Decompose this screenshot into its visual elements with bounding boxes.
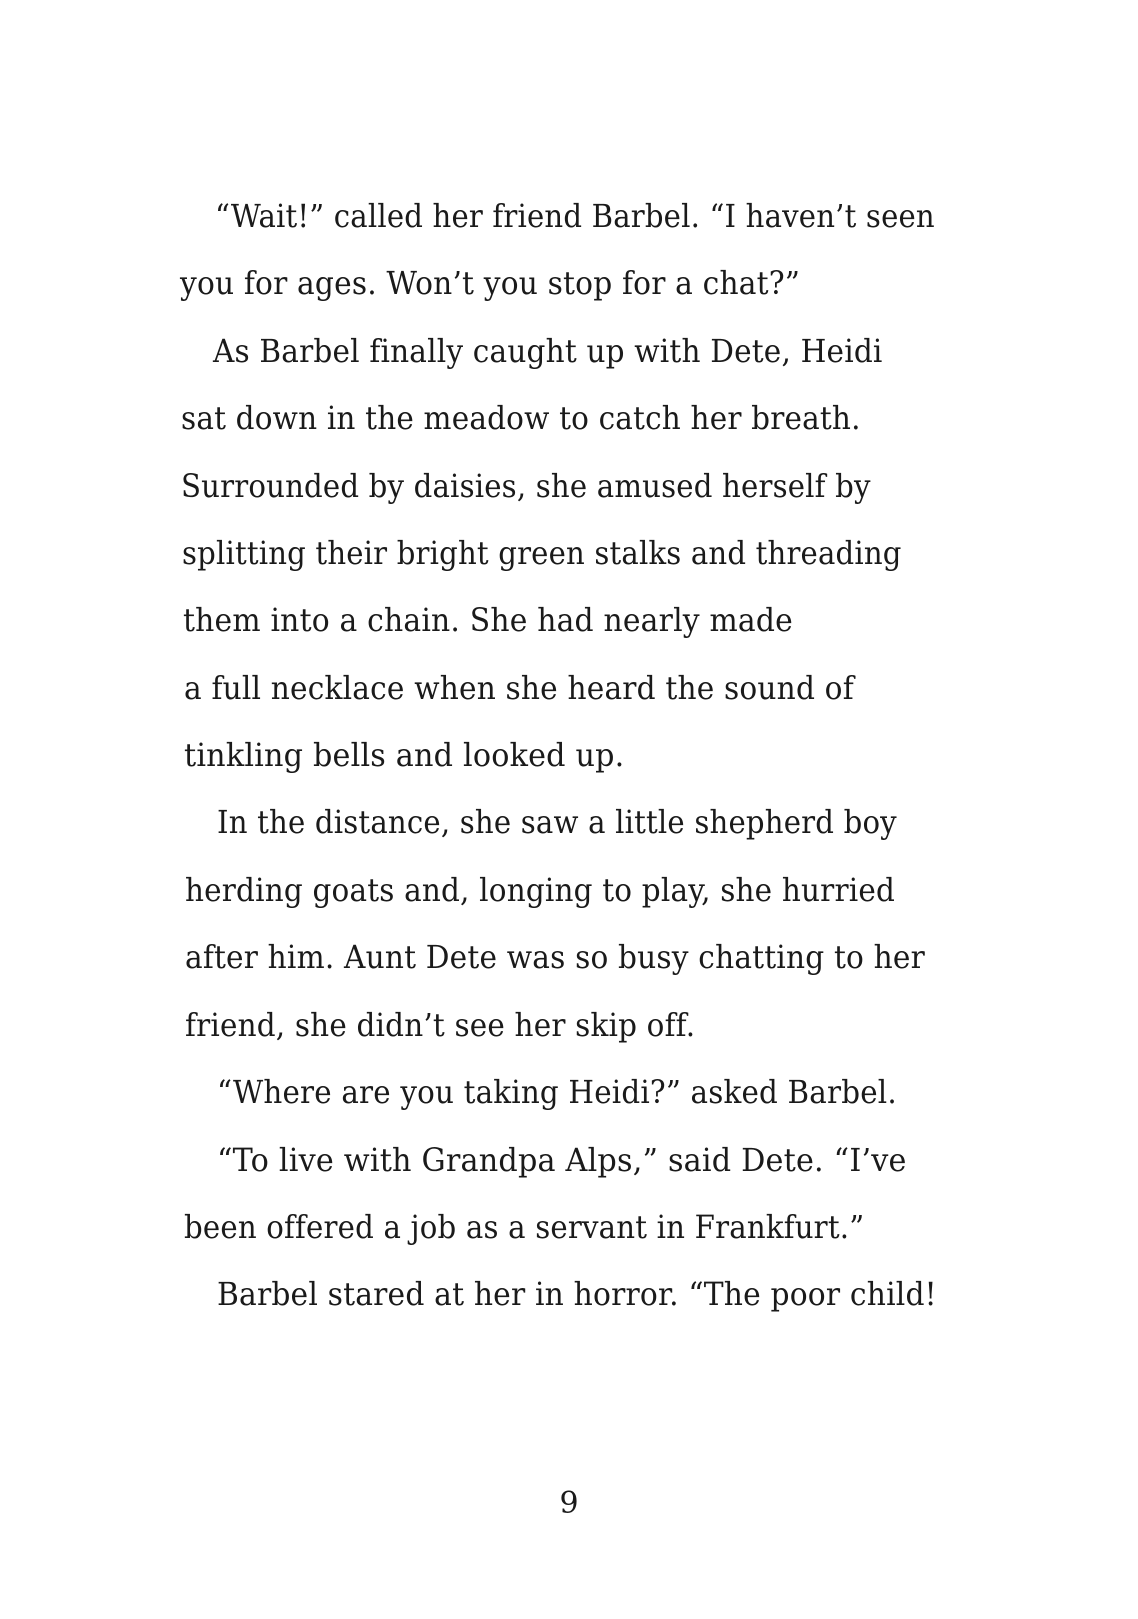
text-line: splitting their bright green stalks and threading: [182, 534, 902, 572]
text-line: “Where are you taking Heidi?” asked Barbel.: [217, 1073, 897, 1111]
text-line: friend, she didn’t see her skip off.: [185, 1006, 696, 1044]
text-line: sat down in the meadow to catch her breath.: [181, 399, 861, 437]
text-line: Surrounded by daisies, she amused herself by: [181, 467, 871, 505]
text-line: them into a chain. She had nearly made: [183, 601, 793, 639]
text-line: you for ages. Won’t you stop for a chat?”: [180, 264, 801, 302]
text-line: a full necklace when she heard the sound of: [184, 669, 854, 707]
text-line: As Barbel finally caught up with Dete, Heidi: [213, 332, 883, 370]
text-line: Barbel stared at her in horror. “The poor child!: [217, 1275, 937, 1313]
text-line: been offered a job as a servant in Frankfurt.”: [184, 1208, 865, 1246]
text-line: In the distance, she saw a little shepherd boy: [217, 803, 897, 841]
text-line: tinkling bells and looked up.: [184, 736, 625, 774]
page-number: 9: [559, 1486, 579, 1521]
text-line: “Wait!” called her friend Barbel. “I haven’t seen: [215, 197, 935, 235]
text-line: herding goats and, longing to play, she hurried: [185, 871, 896, 909]
text-line: “To live with Grandpa Alps,” said Dete. “I’ve: [217, 1141, 907, 1179]
text-line: after him. Aunt Dete was so busy chatting to her: [185, 938, 925, 976]
